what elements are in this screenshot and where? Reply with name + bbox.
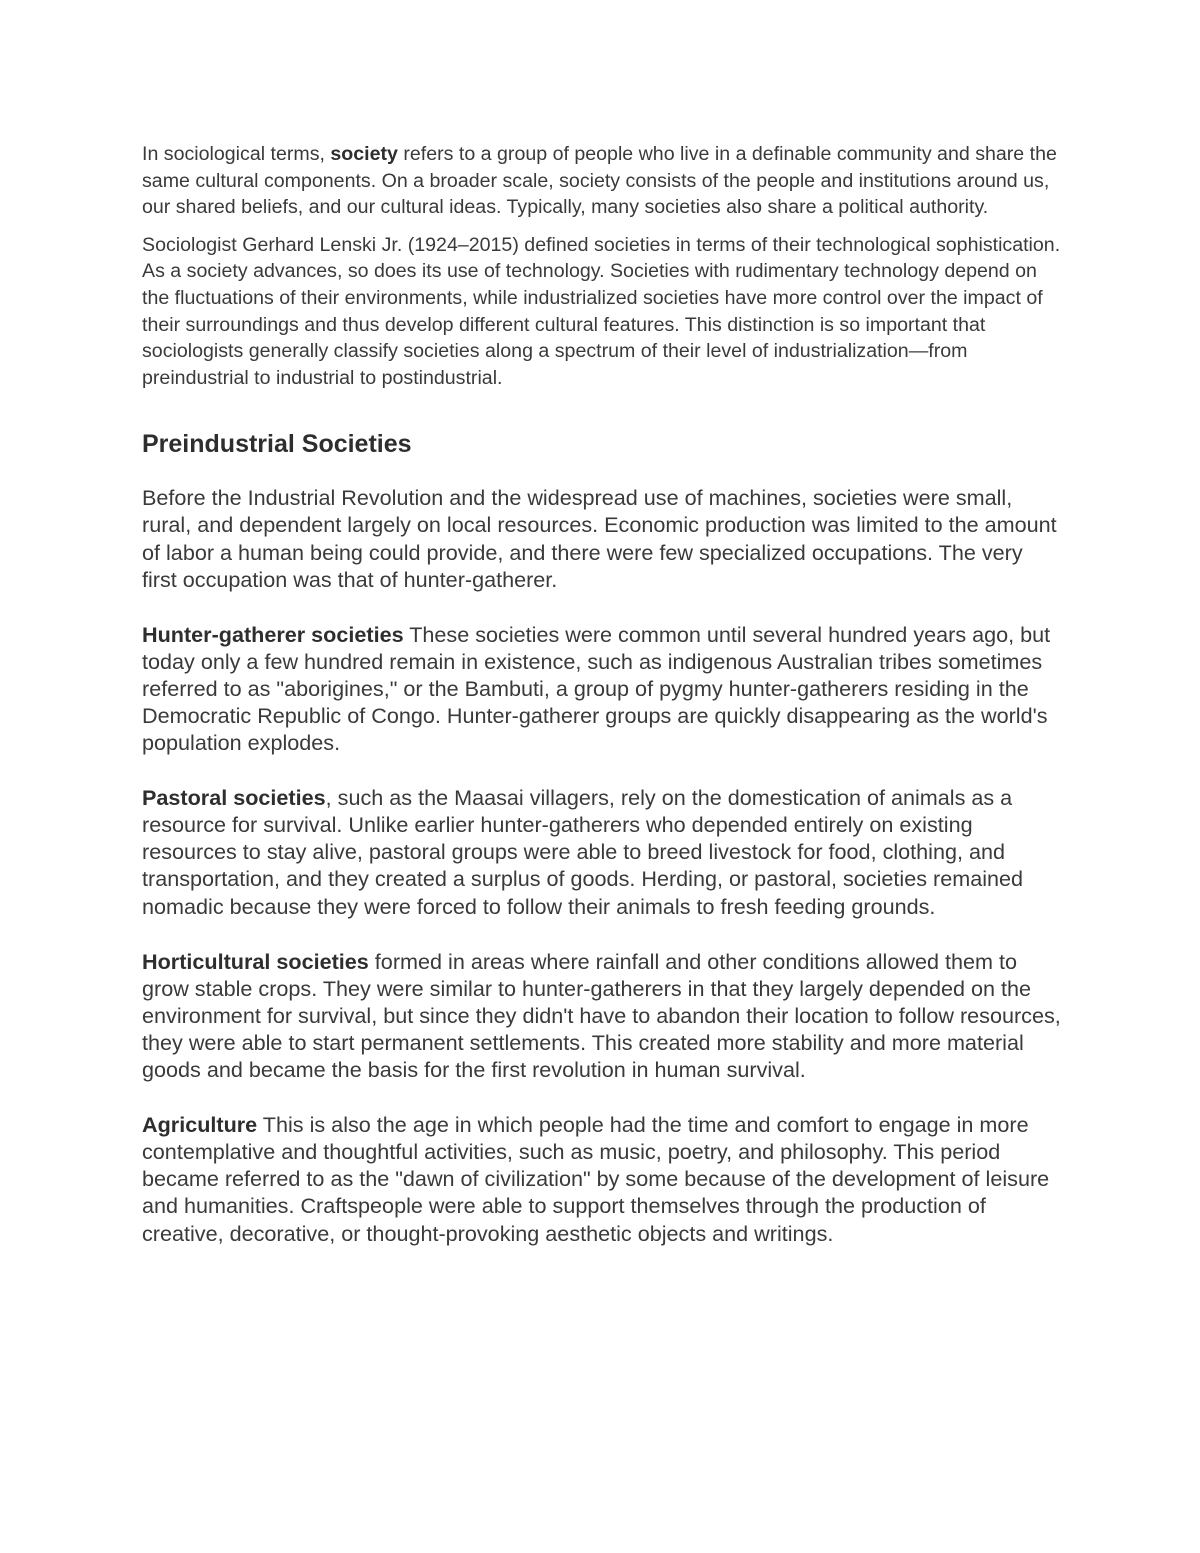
intro-text-after: refers to a group of people who live in a definable community and share the same cultural components. On a broader scale, society consists of the people and institutions around us, our shared beliefs, and our cultural ideas. Typically, many societies also share a political authority.	[142, 143, 1057, 219]
section-intro-paragraph: Before the Industrial Revolution and the widespread use of machines, societies were small, rural, and dependent largely on local resources. Economic production was limited to the amount of labor a human being could provide, and there were few specialized occupations. The very first occupation was that of hunter-gatherer.	[142, 485, 1057, 592]
pastoral-paragraph	[142, 784, 1062, 919]
agriculture-text: This is also the age in which people had the time and comfort to engage in more contemplative and thoughtful activities, such as music, poetry, and philosophy. This period became referred to as the "dawn of civilization" by some because of the development of leisure and humanities. Craftspeople were able to support themselves through the production of creative, decorative, or thought-provoking aesthetic objects and writings.	[142, 1112, 1050, 1246]
term-society: society	[330, 143, 398, 165]
section-heading: Preindustrial Societies	[142, 430, 412, 459]
hunter-gatherer-paragraph	[142, 621, 1062, 756]
pastoral-text: , such as the Maasai villagers, rely on the domestication of animals as a resource for survival. Unlike earlier hunter-gatherers who depended entirely on existing resources to stay alive, pastoral groups were able to breed livestock for food, clothing, and transportation, and they created a surplus of goods. Herding, or pastoral, societies remained nomadic because they were forced to follow their animals to fresh feeding grounds.	[142, 785, 1024, 919]
intro-paragraph-1	[142, 141, 1062, 221]
document-page	[142, 141, 1062, 1275]
term-horticultural: Horticultural societies	[142, 948, 369, 974]
horticultural-paragraph	[142, 948, 1062, 1083]
horticultural-text: formed in areas where rainfall and other conditions allowed them to grow stable crops. They were similar to hunter-gatherers in that they largely depended on the environment for survival, but since they didn't have to abandon their location to follow resources, they were able to start permanent settlements. This created more stability and more material goods and became the basis for the first revolution in human survival.	[142, 948, 1061, 1083]
term-hunter-gatherer: Hunter-gatherer societies	[142, 621, 404, 647]
term-pastoral: Pastoral societies	[142, 785, 326, 811]
term-agriculture: Agriculture	[142, 1112, 258, 1138]
intro-text-before: In sociological terms,	[142, 143, 331, 165]
intro-paragraph-2: Sociologist Gerhard Lenski Jr. (1924–2015) defined societies in terms of their technological sophistication. As a society advances, so does its use of technology. Societies with rudimentary technology depend on the fluctuations of their environments, while industrialized societies have more control over the impact of their surroundings and thus develop different cultural features. This distinction is so important that sociologists generally classify societies along a spectrum of their level of industrialization—from preindustrial to industrial to postindustrial.	[142, 233, 1061, 389]
hunter-gatherer-text: These societies were common until several hundred years ago, but today only a few hundred remain in existence, such as indigenous Australian tribes sometimes referred to as "aborigines," or the Bambuti, a group of pygmy hunter-gatherers residing in the Democratic Republic of Congo. Hunter-gatherer groups are quickly disappearing as the world's population explodes.	[142, 621, 1051, 756]
agriculture-paragraph	[142, 1111, 1062, 1246]
